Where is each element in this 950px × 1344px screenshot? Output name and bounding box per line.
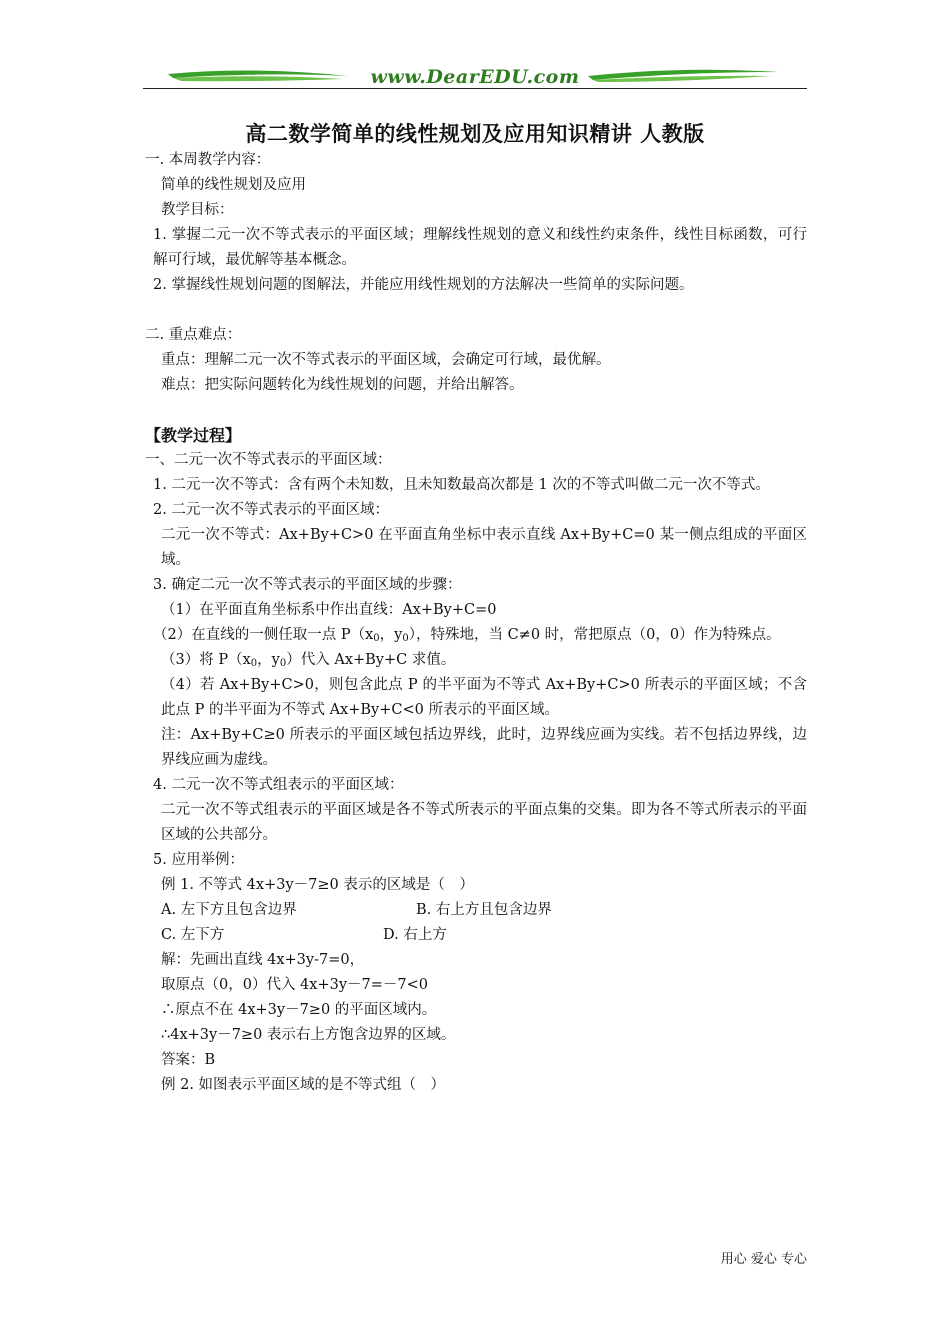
application-heading: 5. 应用举例： (153, 852, 244, 868)
solution-line-2: 取原点（0，0）代入 4x+3y－7=－7<0 (161, 977, 429, 993)
note: 注：Ax+By+C≥0 所表示的平面区域包括边界线，此时，边界线应画为实线。若不包括边界线，边界线应画为虚线。 (161, 727, 807, 768)
goal-label: 教学目标： (161, 202, 234, 218)
options-row-2 (145, 923, 807, 948)
definition-1: 1. 二元一次不等式：含有两个未知数，且未知数最高次都是 1 次的不等式叫做二元一次不等式。 (153, 477, 770, 493)
definition-2-heading: 2. 二元一次不等式表示的平面区域： (153, 502, 389, 518)
footer-motto: 用心 爱心 专心 (720, 1252, 807, 1267)
answer: 答案：B (161, 1052, 216, 1068)
step-1: （1）在平面直角坐标系中作出直线：Ax+By+C=0 (161, 602, 497, 618)
subsection-heading: 一、二元一次不等式表示的平面区域： (145, 452, 392, 468)
goal-item-1: 1. 掌握二元一次不等式表示的平面区域；理解线性规划的意义和线性约束条件，线性目标函数，可行解可行域，最优解等基本概念。 (153, 227, 807, 268)
step-2: （2）在直线的一侧任取一点 $P(x_0$，$y_0$），特殊地，当 C≠0 时，常把原点（0，0）作为特殊点。 (153, 627, 781, 644)
section-heading: 一. 本周教学内容： (145, 152, 271, 168)
key-point: 重点：理解二元一次不等式表示的平面区域，会确定可行域，最优解。 (161, 352, 611, 368)
option-a: A. 左下方且包含边界 (161, 902, 297, 918)
topic-text: 简单的线性规划及应用 (161, 177, 306, 193)
spacer (145, 298, 807, 323)
document-body (145, 148, 807, 1098)
spacer (145, 398, 807, 423)
section-heading: 二. 重点难点： (145, 327, 242, 343)
system-body: 二元一次不等式组表示的平面区域是各不等式所表示的平面点集的交集。即为各不等式所表示的平面区域的公共部分。 (161, 802, 807, 843)
process-heading: 【教学过程】 (145, 426, 242, 445)
page-title: 高二数学简单的线性规划及应用知识精讲 人教版 (245, 121, 705, 146)
options-row-1 (145, 898, 807, 923)
option-b: B. 右上方且包含边界 (416, 902, 552, 918)
header-rule (143, 88, 807, 89)
solution-line-4: ∴4x+3y－7≥0 表示右上方饱含边界的区域。 (161, 1027, 456, 1043)
example-2: 例 2. 如图表示平面区域的是不等式组（ ） (161, 1077, 446, 1093)
difficult-point: 难点：把实际问题转化为线性规划的问题，并给出解答。 (161, 377, 524, 393)
solution-line-1: 解：先画出直线 4x+3y-7=0， (161, 952, 365, 968)
steps-heading: 3. 确定二元一次不等式表示的平面区域的步骤： (153, 577, 462, 593)
option-d: D. 右上方 (383, 927, 447, 943)
definition-2-body: 二元一次不等式：Ax+By+C>0 在平面直角坐标中表示直线 Ax+By+C=0 某一侧点组成的平面区域。 (161, 527, 807, 568)
goal-item-2: 2. 掌握线性规划问题的图解法，并能应用线性规划的方法解决一些简单的实际问题。 (153, 277, 694, 293)
step-4: （4）若 Ax+By+C>0，则包含此点 P 的半平面为不等式 Ax+By+C>0 所表示的平面区域；不含此点 P 的半平面为不等式 Ax+By+C<0 所表示的平面区域。 (161, 677, 807, 718)
option-c: C. 左下方 (161, 927, 225, 943)
site-logo-text[interactable]: www.DearEDU.com (370, 66, 580, 88)
example-1: 例 1. 不等式 4x+3y－7≥0 表示的区域是（ ） (161, 877, 474, 893)
step-3: （3）将 $P(x_0$，$y_0$）代入 Ax+By+C 求值。 (161, 652, 456, 669)
solution-line-3: ∴原点不在 4x+3y－7≥0 的平面区域内。 (161, 1002, 437, 1018)
system-heading: 4. 二元一次不等式组表示的平面区域： (153, 777, 404, 793)
